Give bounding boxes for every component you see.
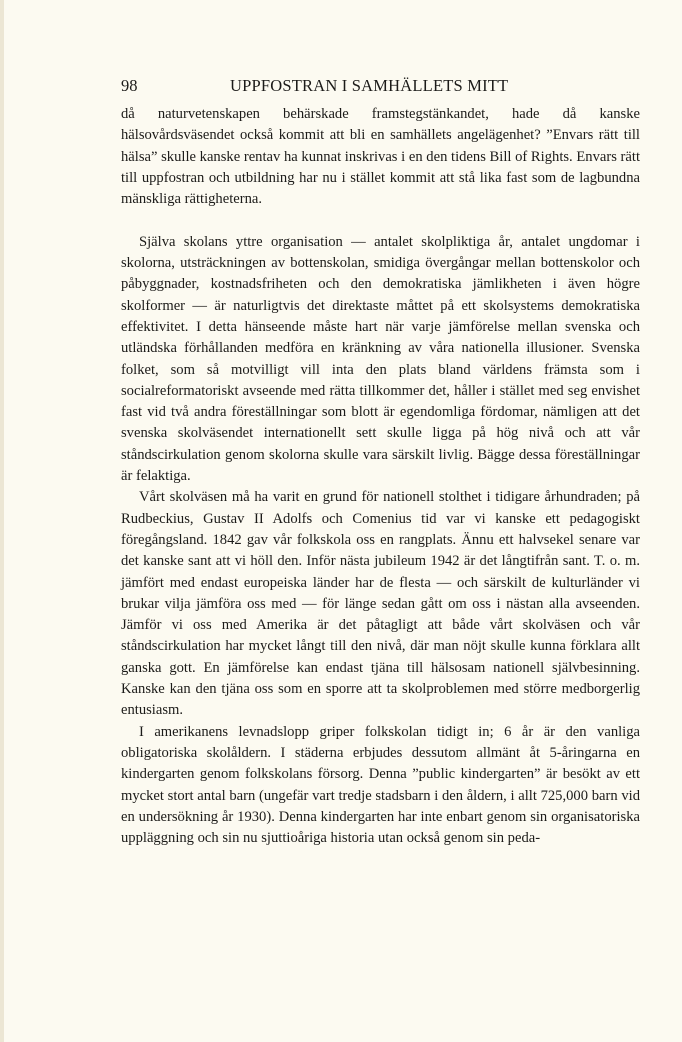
page-gutter [0, 0, 4, 1042]
paragraph: Vårt skolväsen må ha varit en grund för nationell stolthet i tidigare århundraden; på Rudbeckius, Gustav II Adolfs och Comenius tid var vi kanske ett pedagogiskt föregångsland. 1842 gav vår folkskola oss en rangplats. Ännu ett halvsekel senare var det kanske sant att vi höll den. Inför nästa jubileum 1942 är det långtifrån sant. T. o. m. jämfört med endast europeiska länder har de flesta — och särskilt de kulturländer vi brukar vilja jämföra oss med — för länge sedan gått om oss i nästan alla avseenden. Jämför vi oss med Amerika är det påtagligt att både vårt skolväsen och vår ståndscirkulation har mycket långt till den nivå, där man nöjt skulle kunna förklara allt ganska gott. En jämförelse kan endast tjäna till hälsosam nationell självbesinning. Kanske kan den tjäna oss som en sporre att ta skolproblemen med större medborgerlig entusiasm. [121, 489, 640, 719]
body-text [121, 104, 640, 849]
paragraph: då naturvetenskapen behärskade framstegstänkandet, hade då kanske hälsovårdsväsendet också kommit att bli en samhällets angelägenhet? ”Envars rätt till hälsa” skulle kanske rentav ha kunnat inskrivas i en den tidens Bill of Rights. Envars rätt till uppfostran och utbildning har nu i stället kommit att stå lika fast som de lagbundna mänskliga rättigheterna. [121, 106, 640, 208]
page-header [121, 76, 640, 98]
paragraph: Själva skolans yttre organisation — antalet skolpliktiga år, antalet ungdomar i skolorna, utsträckningen av bottenskolan, smidiga övergångar mellan bottenskolor och påbyggnader, kostnadsfriheten och den demokratiska jämlikheten i även högre skolformer — är naturligtvis det direktaste måttet på ett skolsystems demokratiska effektivitet. I detta hänseende måste hart när varje jämförelse mellan svenska och utländska förhållanden medföra en kränkning av våra nationella illusioner. Svenska folket, som så motvilligt vill inta den plats bland världens främsta som i socialreformatoriskt avseende med rätta tillkommer det, håller i stället med seg envishet fast vid två andra föreställningar som blott är egendomliga fördomar, nämligen att det svenska skolväsendet internationellt sett skulle ligga på hög nivå och att vår ståndscirkulation genom skolorna skulle vara särskilt livlig. Bägge dessa föreställningar är felaktiga. [121, 233, 640, 485]
paragraph: I amerikanens levnadslopp griper folkskolan tidigt in; 6 år är den vanliga obligatoriska skolåldern. I städerna erbjudes dessutom allmänt åt 5-åringarna en kindergarten genom folkskolans försorg. Denna ”public kindergarten” är besökt av ett mycket stort antal barn (ungefär vart tredje stadsbarn i den åldern, i allt 725,000 barn vid en undersökning år 1930). Denna kindergarten har inte enbart genom sin organisatoriska uppläggning och sin nu sjuttioåriga historia utan också genom sin peda- [121, 723, 640, 847]
running-title: UPPFOSTRAN I SAMHÄLLETS MITT [230, 76, 509, 95]
page-number: 98 [121, 76, 138, 95]
